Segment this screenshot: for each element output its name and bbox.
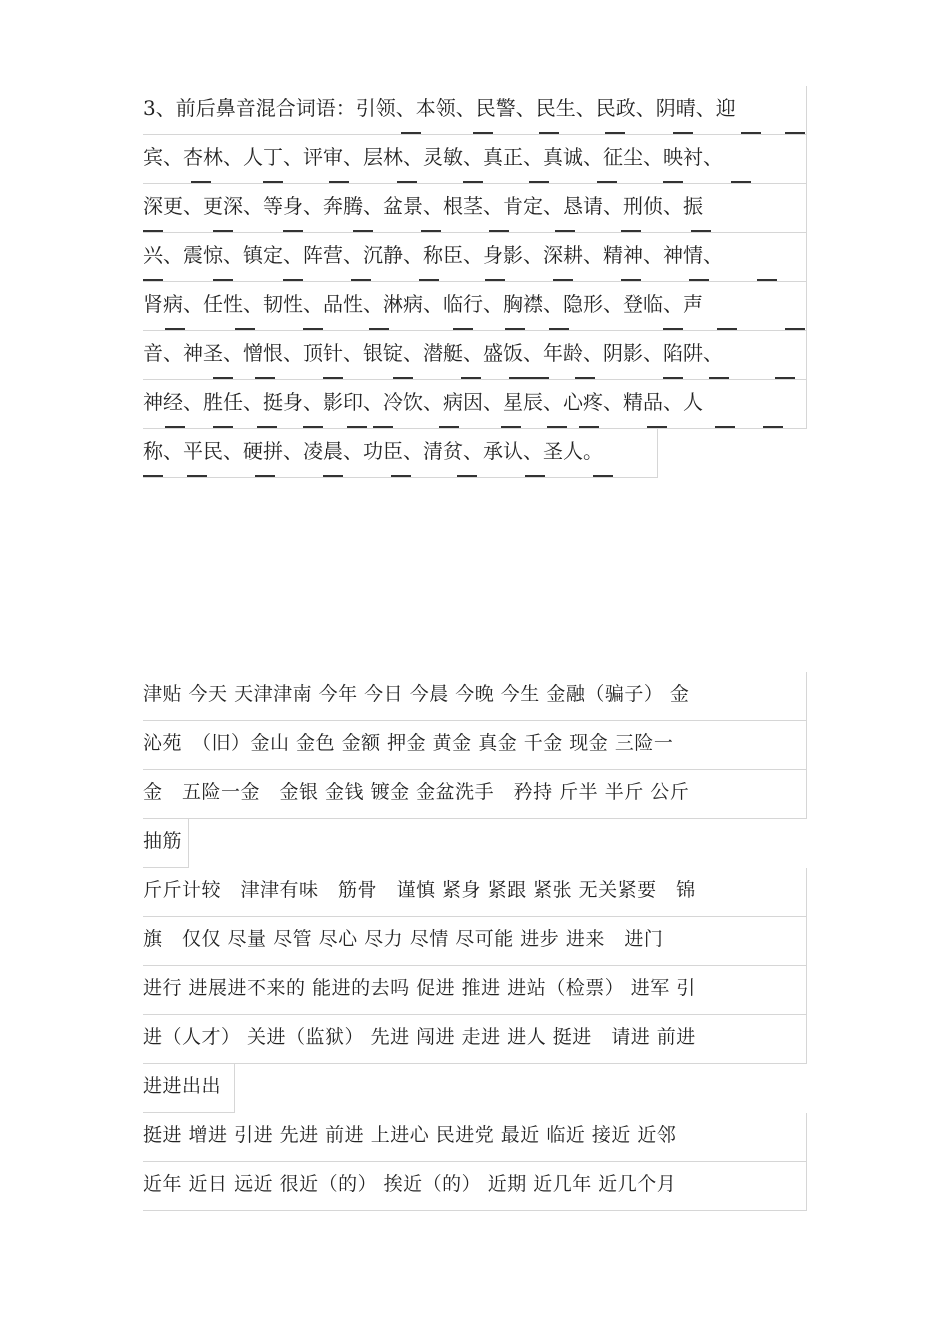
section-nasal-words	[143, 86, 807, 478]
text-line: 进进出出	[143, 1064, 235, 1113]
text-line: 斤斤计较 津津有味 筋骨 谨慎 紧身 紧跟 紧张 无关紧要 锦	[143, 868, 807, 917]
text-line: 金 五险一金 金银 金钱 镀金 金盆洗手 矜持 斤半 半斤 公斤	[143, 770, 807, 819]
text-line: 进（人才） 关进（监狱） 先进 闯进 走进 进人 挺进 请进 前进	[143, 1015, 807, 1064]
text-line: 进行 进展进不来的 能进的去吗 促进 推进 进站（检票） 进军 引	[143, 966, 807, 1015]
text-line: 旗 仅仅 尽量 尽管 尽心 尽力 尽情 尽可能 进步 进来 进门	[143, 917, 807, 966]
text-line: 近年 近日 远近 很近（的） 挨近（的） 近期 近几年 近几个月	[143, 1162, 807, 1211]
text-line: 神经、胜任、挺身、影印、冷饮、病因、星辰、心疼、精品、人	[143, 380, 807, 429]
text-line: 深更、更深、等身、奔腾、盆景、根茎、肯定、恳请、刑侦、振	[143, 184, 807, 233]
text-line: 沁苑 （旧）金山 金色 金额 押金 黄金 真金 千金 现金 三险一	[143, 721, 807, 770]
text-line: 音、神圣、憎恨、顶针、银锭、潜艇、盛饭、年龄、阴影、陷阱、	[143, 331, 807, 380]
section-jin-words	[143, 672, 807, 1211]
text-line: 抽筋	[143, 819, 189, 868]
text-line: 津贴 今天 天津津南 今年 今日 今晨 今晚 今生 金融（骗子） 金	[143, 672, 807, 721]
text-line: 称、平民、硬拼、凌晨、功臣、清贫、承认、圣人。	[143, 429, 658, 478]
text-line: 挺进 增进 引进 先进 前进 上进心 民进党 最近 临近 接近 近邻	[143, 1113, 807, 1162]
text-line: 兴、震惊、镇定、阵营、沉静、称臣、身影、深耕、精神、神情、	[143, 233, 807, 282]
text-line: 宾、杏林、人丁、评审、层林、灵敏、真正、真诚、征尘、映衬、	[143, 135, 807, 184]
text-line: 肾病、任性、韧性、品性、淋病、临行、胸襟、隐形、登临、声	[143, 282, 807, 331]
text-line: 3、前后鼻音混合词语：引领、本领、民警、民生、民政、阴晴、迎	[143, 86, 807, 135]
